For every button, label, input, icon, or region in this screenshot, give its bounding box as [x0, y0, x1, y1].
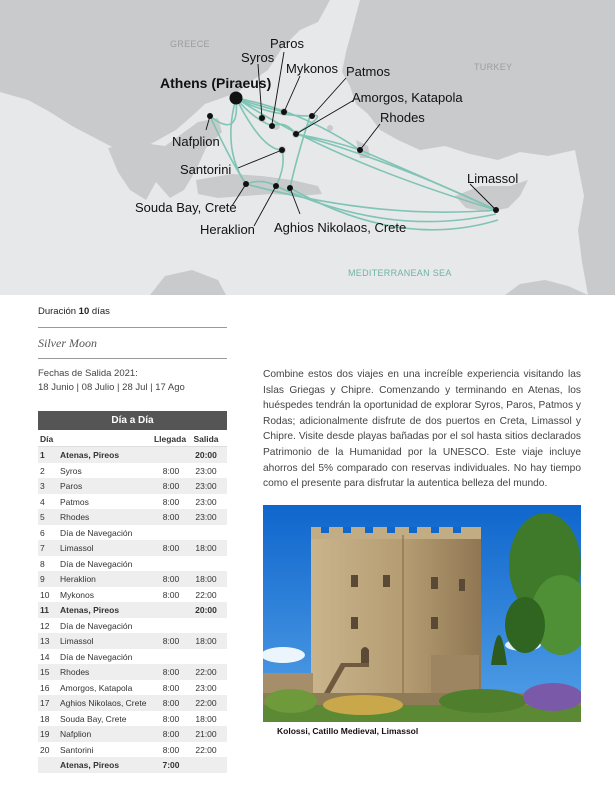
- table-row: [38, 649, 227, 665]
- row-day: 15: [40, 667, 50, 677]
- row-departure: 18:00: [195, 636, 217, 646]
- row-arrival: 8:00: [162, 481, 180, 491]
- row-arrival: 8:00: [162, 574, 180, 584]
- row-arrival: 8:00: [162, 682, 180, 693]
- row-port: Mykonos: [60, 589, 95, 600]
- trip-description: Combine estos dos viajes en una increíble experiencia visitando las Islas Griegas y Chipre. Comenzando y terminando en Atenas, los huéspedes tendrán la oportunidad de explorar Syros, Paros, Patmos y Rodas; adicionalmente disfrute de dos puertos en Creta, Limassol y Chipre. Visite desde playas bañadas por el sol hasta sitios declarados Patrimonio de la Humanidad por la UNESCO. Este viaje incluye ahorros del 5% comparado con reservas individuales. No hay tiempo como el presente para disfrutar la autentica belleza del mundo.: [263, 369, 581, 490]
- row-departure: 23:00: [195, 512, 217, 522]
- castle-illustration: [263, 505, 581, 740]
- santorini-dot: [279, 147, 285, 153]
- row-day: 11: [40, 605, 49, 615]
- row-day: 9: [40, 574, 45, 584]
- port-label-rhodes: Rhodes: [380, 110, 425, 125]
- itinerary-title: Día a Día: [38, 411, 227, 430]
- port-label-patmos: Patmos: [346, 64, 391, 79]
- row-day: 6: [40, 527, 45, 538]
- row-port: Nafplion: [60, 729, 92, 739]
- row-arrival: 8:00: [162, 465, 180, 476]
- paros-dot: [269, 123, 275, 129]
- table-row: [38, 695, 227, 711]
- row-port: Patmos: [60, 496, 89, 507]
- row-port: Rhodes: [60, 667, 90, 677]
- castle-photo: [263, 505, 581, 740]
- port-label-souda: Souda Bay, Crete: [135, 200, 237, 215]
- row-day: 17: [40, 698, 50, 708]
- row-departure: 23:00: [195, 465, 217, 476]
- departure-dates: 18 Junio | 08 Julio | 28 Jul | 17 Ago: [38, 382, 185, 393]
- row-port: Día de Navegación: [60, 527, 133, 538]
- souda-dot: [243, 181, 249, 187]
- row-departure: 22:00: [195, 667, 217, 677]
- row-port: Día de Navegación: [60, 620, 133, 631]
- region-label-turkey: TURKEY: [474, 62, 513, 72]
- photo-caption-bar: [263, 722, 581, 740]
- divider: [38, 327, 227, 328]
- table-row: [38, 525, 227, 541]
- row-day: 14: [40, 651, 50, 662]
- port-label-nafplion: Nafplion: [172, 134, 220, 149]
- table-row: [38, 463, 227, 479]
- row-departure: 18:00: [195, 543, 217, 553]
- nafplion-dot: [207, 113, 213, 119]
- row-departure: 18:00: [195, 713, 217, 724]
- limassol-dot: [493, 207, 499, 213]
- duration-suffix: días: [91, 306, 110, 317]
- row-departure: 20:00: [195, 450, 217, 460]
- header-departure: Salida: [193, 434, 219, 444]
- table-row: [38, 478, 227, 494]
- port-label-amorgos: Amorgos, Katapola: [352, 90, 463, 105]
- row-departure: 23:00: [195, 481, 217, 491]
- row-day: 1: [40, 450, 45, 460]
- duration: [38, 306, 110, 317]
- row-arrival: 8:00: [162, 543, 180, 553]
- row-arrival: 8:00: [162, 698, 180, 708]
- row-port: Atenas, Pireos: [60, 450, 120, 460]
- divider: [38, 358, 227, 359]
- port-label-limassol: Limassol: [467, 171, 519, 186]
- patmos-dot: [309, 113, 315, 119]
- row-arrival: 8:00: [162, 496, 180, 507]
- port-label-aghios: Aghios Nikolaos, Crete: [274, 220, 407, 235]
- row-day: 12: [40, 620, 50, 631]
- table-row: [38, 494, 227, 510]
- photo-caption: Kolossi, Catillo Medieval, Limassol: [277, 726, 419, 736]
- row-day: 7: [40, 543, 45, 553]
- table-row: [38, 602, 227, 618]
- row-day: 20: [40, 744, 50, 755]
- row-arrival: 8:00: [162, 744, 180, 755]
- row-departure: 22:00: [195, 744, 217, 755]
- row-departure: 20:00: [195, 605, 217, 615]
- row-day: 10: [40, 589, 50, 600]
- row-arrival: 8:00: [162, 729, 180, 739]
- row-day: 8: [40, 558, 45, 569]
- row-arrival: 8:00: [162, 589, 180, 600]
- route-map-svg: [0, 0, 615, 295]
- itinerary-column-headers: [38, 430, 227, 447]
- route-map: [0, 0, 615, 295]
- row-port: Limassol: [60, 636, 94, 646]
- table-row: [38, 447, 227, 463]
- table-row: [38, 664, 227, 680]
- rhodes-dot: [357, 147, 363, 153]
- row-arrival: 8:00: [162, 667, 180, 677]
- athens-dot: [230, 92, 243, 105]
- itinerary-table: [38, 411, 227, 773]
- header-arrival: Llegada: [153, 434, 187, 444]
- row-departure: 18:00: [195, 574, 217, 584]
- port-label-heraklion: Heraklion: [200, 222, 255, 237]
- row-day: 16: [40, 682, 50, 693]
- ship-name: Silver Moon: [38, 336, 97, 350]
- table-row: [38, 509, 227, 525]
- port-label-paros: Paros: [270, 36, 304, 51]
- heraklion-dot: [273, 183, 279, 189]
- table-row: [38, 587, 227, 603]
- row-departure: 23:00: [195, 496, 217, 507]
- header-day: Día: [40, 434, 54, 444]
- row-port: Aghios Nikolaos, Crete: [60, 698, 147, 708]
- row-port: Día de Navegación: [60, 651, 133, 662]
- row-port: Santorini: [60, 744, 94, 755]
- row-port: Souda Bay, Crete: [60, 713, 127, 724]
- duration-value: 10: [78, 306, 90, 317]
- port-label-mykonos: Mykonos: [286, 61, 339, 76]
- row-day: 3: [40, 481, 45, 491]
- syros-dot: [259, 115, 265, 121]
- table-row: [38, 726, 227, 742]
- region-label-greece: GREECE: [170, 39, 210, 49]
- row-port: Paros: [60, 481, 83, 491]
- departure-dates-title: Fechas de Salida 2021:: [38, 368, 138, 379]
- row-day: 5: [40, 512, 45, 522]
- row-port: Atenas, Pireos: [60, 760, 120, 770]
- table-row: [38, 757, 227, 773]
- row-departure: 22:00: [195, 698, 217, 708]
- table-row: [38, 742, 227, 758]
- row-arrival: 7:00: [162, 760, 180, 770]
- table-row: [38, 618, 227, 634]
- region-label-sea: MEDITERRANEAN SEA: [348, 268, 452, 278]
- row-port: Heraklion: [60, 574, 96, 584]
- port-label-santorini: Santorini: [180, 162, 232, 177]
- row-day: 19: [40, 729, 50, 739]
- row-departure: 21:00: [195, 729, 217, 739]
- row-day: 4: [40, 496, 45, 507]
- aghios-dot: [287, 185, 293, 191]
- table-row: [38, 540, 227, 556]
- row-arrival: 8:00: [162, 713, 180, 724]
- row-port: Amorgos, Katapola: [60, 682, 133, 693]
- row-day: 2: [40, 465, 45, 476]
- table-row: [38, 680, 227, 696]
- row-port: Syros: [60, 465, 82, 476]
- row-port: Día de Navegación: [60, 558, 133, 569]
- row-day: 18: [40, 713, 50, 724]
- port-label-syros: Syros: [241, 50, 275, 65]
- mykonos-dot: [281, 109, 287, 115]
- row-port: Rhodes: [60, 512, 90, 522]
- amorgos-dot: [293, 131, 299, 137]
- row-arrival: 8:00: [162, 512, 180, 522]
- port-label-athens: Athens (Piraeus): [160, 75, 272, 91]
- itinerary-rows: [38, 447, 227, 773]
- row-departure: 22:00: [195, 589, 217, 600]
- row-port: Limassol: [60, 543, 94, 553]
- table-row: [38, 571, 227, 587]
- row-port: Atenas, Pireos: [60, 605, 120, 615]
- table-row: [38, 556, 227, 572]
- row-day: 13: [40, 636, 50, 646]
- table-row: [38, 633, 227, 649]
- row-departure: 23:00: [195, 682, 217, 693]
- table-row: [38, 711, 227, 727]
- row-arrival: 8:00: [162, 636, 180, 646]
- duration-prefix: Duración: [38, 306, 77, 317]
